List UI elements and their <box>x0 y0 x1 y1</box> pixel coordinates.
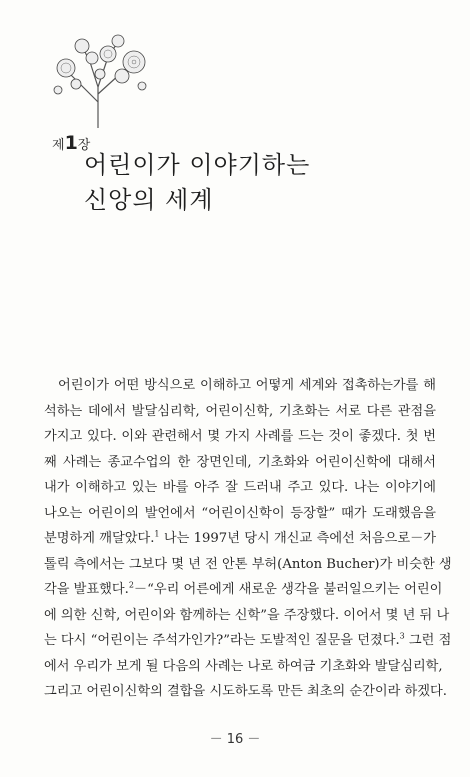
body-line: 석하는 데에서 발달심리학, 어린이신학, 기초화는 서로 다른 관점을 <box>44 403 436 419</box>
body-line-segment: 분명하게 깨달았다. <box>44 531 155 546</box>
chapter-title <box>84 148 310 218</box>
body-line: 톨릭 측에서는 그보다 몇 년 전 안톤 부허(Anton Bucher)가 비슷한 생 <box>44 556 452 572</box>
body-line: 에서 우리가 보게 될 다음의 사례는 나로 하여금 기초화와 발달심리학, <box>44 658 443 674</box>
body-line-segment: －“우리 어른에게 새로운 생각을 불러일으키는 어린이 <box>133 582 443 597</box>
footnote-mark: 2 <box>128 580 134 590</box>
body-line-segment: 나는 1997년 당시 개신교 측에선 처음으로－가 <box>159 531 436 546</box>
body-line: 내가 이해하고 있는 바를 아주 잘 드러내 주고 있다. 나는 이야기에 <box>44 480 436 495</box>
body-text <box>44 373 452 705</box>
chapter-title-line-2: 신앙의 세계 <box>84 186 214 214</box>
chapter-number: 1 <box>64 132 78 154</box>
tree-illustration <box>48 32 148 128</box>
body-line: 에 의한 신학, 어린이와 함께하는 신학”을 주장했다. 이어서 몇 년 뒤 나 <box>44 607 450 623</box>
chapter-label-suffix: 장 <box>77 138 91 153</box>
body-line: 째 사례는 종교수업의 한 장면인데, 기초화와 어린이신학에 대해서 <box>44 454 436 470</box>
body-line: 가지고 있다. 이와 관련해서 몇 가지 사례를 드는 것이 좋겠다. 첫 번 <box>44 429 436 444</box>
footnote-mark: 3 <box>399 631 405 641</box>
body-line-segment: 각을 발표했다. <box>44 582 129 597</box>
page-number: － 16 － <box>209 732 261 747</box>
body-line: 어린이가 어떤 방식으로 이해하고 어떻게 세계와 접촉하는가를 해 <box>58 378 436 393</box>
body-line-segment: 는 다시 “어린이는 주석가인가?”라는 도발적인 질문을 던졌다. <box>44 633 400 648</box>
chapter-label-prefix: 제 <box>52 138 65 153</box>
body-line: 나오는 어린이의 발언에서 “어린이신학이 등장할” 때가 도래했음을 <box>44 505 436 521</box>
body-line <box>44 577 443 603</box>
body-line <box>44 628 452 654</box>
chapter-title-line-1: 어린이가 이야기하는 <box>84 151 311 179</box>
body-line: 그리고 어린이신학의 결합을 시도하도록 만든 최초의 순간이라 하겠다. <box>44 684 447 699</box>
body-line <box>44 526 436 552</box>
footnote-mark: 1 <box>154 529 160 539</box>
body-line-segment: 그런 점 <box>404 633 452 648</box>
